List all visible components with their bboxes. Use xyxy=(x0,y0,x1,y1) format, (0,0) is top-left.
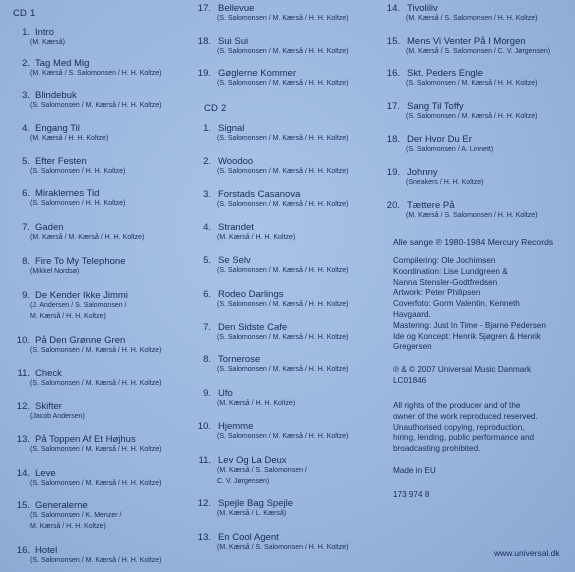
track-title: Efter Festen xyxy=(35,156,87,167)
track-number: 19. xyxy=(197,68,211,79)
track-title: Skifter xyxy=(35,401,62,412)
track-number: 12. xyxy=(16,401,30,412)
credit-line: Gregersen xyxy=(393,342,432,352)
track-title: Se Selv xyxy=(218,255,251,266)
track-credit: (S. Salomonsen / M. Kærså / H. H. Koltze) xyxy=(30,446,162,453)
track-item xyxy=(197,354,382,376)
track-credit: (M. Kærså / L. Kærså) xyxy=(217,510,287,517)
track-number: 6. xyxy=(22,188,30,199)
track-number: 1. xyxy=(22,27,30,38)
track-credit: (S. Salomonsen / K. Menzer / xyxy=(30,512,122,519)
track-title: Miraklernes Tid xyxy=(35,188,100,199)
label-code: LC01846 xyxy=(393,375,427,385)
track-item xyxy=(5,545,195,567)
production-credits xyxy=(393,256,546,353)
track-title: Strandet xyxy=(218,222,254,233)
track-number: 6. xyxy=(203,289,211,300)
track-credit: (S. Salomonsen / M. Kærså / H. H. Koltze) xyxy=(217,366,349,373)
track-credit: (S. Salomonsen / M. Kærså / H. H. Koltze) xyxy=(406,80,538,87)
track-title: Forstads Casanova xyxy=(218,189,301,200)
track-title: Lev Og La Deux xyxy=(218,455,287,466)
track-item xyxy=(386,167,572,189)
rights-line: hiring, lending, public performance and xyxy=(393,433,535,443)
track-item xyxy=(386,101,572,123)
track-credit: (S. Salomonsen / M. Kærså / H. H. Koltze) xyxy=(217,48,349,55)
track-number: 7. xyxy=(22,222,30,233)
track-credit: (M. Kærså / H. H. Koltze) xyxy=(217,234,296,241)
track-title: Tivoliliv xyxy=(407,3,438,14)
track-credit: (M. Kærså / M. Kærså / H. H. Koltze) xyxy=(30,234,145,241)
track-number: 1. xyxy=(203,123,211,134)
track-credit: (S. Salomonsen / M. Kærså / H. H. Koltze) xyxy=(217,267,349,274)
track-item xyxy=(197,123,382,145)
track-credit: (M. Kærså / H. H. Koltze) xyxy=(217,400,296,407)
track-number: 14. xyxy=(386,3,400,14)
track-number: 18. xyxy=(197,36,211,47)
track-title: Den Sidste Cafe xyxy=(218,322,288,333)
track-number: 8. xyxy=(22,256,30,267)
track-title: Sang Til Toffy xyxy=(407,101,464,112)
track-title: Mens Vi Venter På I Morgen xyxy=(407,36,526,47)
track-title: Engang Til xyxy=(35,123,80,134)
track-credit: (S. Salomonsen / H. H. Koltze) xyxy=(30,168,126,175)
track-item xyxy=(5,123,195,145)
track-title: Sui Sui xyxy=(218,36,249,47)
track-item xyxy=(5,27,195,49)
track-item xyxy=(386,134,572,156)
track-item xyxy=(5,90,195,112)
track-number: 11. xyxy=(198,455,211,466)
catalog-number: 173 974 8 xyxy=(393,490,430,499)
track-credit: (S. Salomonsen / A. Linnett) xyxy=(406,146,494,153)
track-credit: (J. Andersen / S. Salomonsen / xyxy=(30,302,127,309)
track-number: 13. xyxy=(16,434,30,445)
track-title: Intro xyxy=(35,27,55,38)
track-credit: (S. Salomonsen / M. Kærså / H. H. Koltze) xyxy=(30,557,162,564)
track-title: De Kender Ikke Jimmi xyxy=(35,290,128,301)
track-item xyxy=(386,200,572,222)
track-item xyxy=(197,255,382,277)
track-item xyxy=(197,532,382,554)
track-number: 8. xyxy=(203,354,211,365)
credit-line: Ide og Koncept: Henrik Sjøgren & Henrik xyxy=(393,331,541,341)
track-item xyxy=(197,3,382,25)
track-title: Bellevue xyxy=(218,3,255,14)
track-item xyxy=(5,58,195,80)
track-item xyxy=(197,289,382,311)
track-credit: (S. Salomonsen / M. Kærså / H. H. Koltze) xyxy=(30,380,162,387)
track-title: Rodeo Darlings xyxy=(218,289,284,300)
rights-line: All rights of the producer and of the xyxy=(393,401,521,410)
rights-line: owner of the work reproduced reserved. xyxy=(393,411,538,421)
track-credit: (S. Salomonsen / M. Kærså / H. H. Koltze) xyxy=(30,102,162,109)
track-number: 11. xyxy=(17,368,30,379)
track-number: 16. xyxy=(386,68,400,79)
track-item xyxy=(5,222,195,244)
track-title: Gaden xyxy=(35,222,64,233)
track-number: 20. xyxy=(386,200,400,211)
track-credit: (M. Kærså / S. Salomonsen / C. V. Jørgensen) xyxy=(406,48,551,55)
track-credit: (S. Salomonsen / M. Kærså / H. H. Koltze) xyxy=(217,301,349,308)
track-number: 4. xyxy=(22,123,30,134)
track-title: Generalerne xyxy=(35,500,88,511)
track-title: En Cool Agent xyxy=(218,532,279,543)
track-item xyxy=(5,368,195,390)
track-item xyxy=(197,322,382,344)
track-title: Tornerose xyxy=(218,354,261,365)
track-number: 18. xyxy=(386,134,400,145)
track-number: 15. xyxy=(16,500,30,511)
track-number: 5. xyxy=(203,255,211,266)
credit-line: Havgaard. xyxy=(393,309,431,319)
track-credit: M. Kærså / H. H. Koltze) xyxy=(30,522,106,530)
track-credit: (M. Kærså / S. Salomonsen / H. H. Koltze) xyxy=(217,544,349,551)
track-title: Check xyxy=(35,368,62,379)
track-title: Tættere På xyxy=(407,200,455,211)
track-item xyxy=(197,189,382,211)
track-credit: (S. Salomonsen / M. Kærså / H. H. Koltze) xyxy=(406,113,538,120)
track-item xyxy=(197,388,382,410)
track-number: 9. xyxy=(22,290,30,301)
track-number: 3. xyxy=(203,189,211,200)
track-credit: (S. Salomonsen / H. H. Koltze) xyxy=(30,200,126,207)
track-item xyxy=(197,156,382,178)
track-title: Johnny xyxy=(407,167,438,178)
track-item xyxy=(5,188,195,210)
track-title: Blindebuk xyxy=(35,90,77,101)
track-title: Hjemme xyxy=(218,421,254,432)
track-number: 3. xyxy=(22,90,30,101)
track-title: Woodoo xyxy=(218,156,254,167)
track-number: 17. xyxy=(197,3,211,14)
rights-notice xyxy=(393,401,538,455)
track-title: På Den Grønne Gren xyxy=(35,335,126,346)
cd2-heading: CD 2 xyxy=(204,103,227,114)
track-item xyxy=(197,222,382,244)
track-number: 15. xyxy=(386,36,400,47)
track-credit: (S. Salomonsen / M. Kærså / H. H. Koltze) xyxy=(30,480,162,487)
track-item xyxy=(5,335,195,357)
track-item xyxy=(386,3,572,25)
track-title: Ufo xyxy=(218,388,233,399)
track-item xyxy=(197,455,382,487)
track-title: Fire To My Telephone xyxy=(35,256,126,267)
track-number: 16. xyxy=(16,545,30,556)
track-title: Hotel xyxy=(35,545,58,556)
track-title: Skt. Peders Engle xyxy=(407,68,484,79)
track-credit: (S. Salomonsen / M. Kærså / H. H. Koltze) xyxy=(217,433,349,440)
track-number: 2. xyxy=(203,156,211,167)
track-number: 10. xyxy=(16,335,30,346)
credit-line: Artwork: Peter Philipsen xyxy=(393,288,481,298)
track-number: 7. xyxy=(203,322,211,333)
track-credit: (M. Kærså / S. Salomonsen / H. H. Koltze) xyxy=(406,15,538,22)
track-item xyxy=(386,68,572,90)
track-number: 13. xyxy=(197,532,211,543)
rights-line: Unauthorised copying, reproduction, xyxy=(393,422,525,432)
track-item xyxy=(5,156,195,178)
track-item xyxy=(386,36,572,58)
credit-line: Koordination: Lise Lundgreen & xyxy=(393,266,508,276)
track-item xyxy=(197,68,382,90)
track-credit: M. Kærså / H. H. Koltze) xyxy=(30,312,106,320)
track-item xyxy=(197,498,382,520)
track-credit: (Sneakers / H. H. Koltze) xyxy=(406,179,484,186)
track-credit: (Jacob Andersen) xyxy=(30,413,85,420)
track-credit: (S. Salomonsen / M. Kærså / H. H. Koltze) xyxy=(217,201,349,208)
track-number: 14. xyxy=(16,468,30,479)
track-title: Spejle Bag Spejle xyxy=(218,498,293,509)
copyright-line: ℗ & © 2007 Universal Music Danmark xyxy=(393,365,532,374)
credit-line: Compilering: Ole Jochimsen xyxy=(393,256,496,265)
track-number: 4. xyxy=(203,222,211,233)
track-title: På Toppen Af Et Højhus xyxy=(35,434,136,445)
track-credit: (M. Kærså / H. H. Koltze) xyxy=(30,135,109,142)
track-title: Gøglerne Kommer xyxy=(218,68,297,79)
track-item xyxy=(5,290,195,322)
track-number: 5. xyxy=(22,156,30,167)
rights-line: broadcasting prohibited. xyxy=(393,444,481,454)
copyright-phonographic: Alle sange ℗ 1980-1984 Mercury Records xyxy=(393,237,554,247)
track-credit: (M. Kærså) xyxy=(30,39,65,46)
track-number: 10. xyxy=(197,421,211,432)
track-credit: (S. Salomonsen / M. Kærså / H. H. Koltze) xyxy=(217,80,349,87)
track-credit: (M. Kærså / S. Salomonsen / xyxy=(217,467,307,474)
track-title: Signal xyxy=(218,123,245,134)
track-credit: (M. Kærså / S. Salomonsen / H. H. Koltze) xyxy=(406,212,538,219)
track-number: 12. xyxy=(197,498,211,509)
track-credit: (Mikkel Nordsø) xyxy=(30,268,80,275)
cd1-heading: CD 1 xyxy=(13,8,36,19)
credit-line: Nanna Stensler-Godtfredsen xyxy=(393,277,498,287)
track-item xyxy=(5,434,195,456)
track-credit: (S. Salomonsen / M. Kærså / H. H. Koltze) xyxy=(217,15,349,22)
credit-line: Mastering: Just In Time - Bjarne Pedersen xyxy=(393,320,546,330)
track-credit: C. V. Jørgensen) xyxy=(217,477,270,485)
track-title: Tag Med Mig xyxy=(35,58,90,69)
track-title: Leve xyxy=(35,468,56,479)
track-item xyxy=(5,401,195,423)
credit-line: Coverfoto: Gorm Valentin, Kenneth xyxy=(393,299,520,309)
track-title: Der Hvor Du Er xyxy=(407,134,472,145)
track-item xyxy=(197,36,382,58)
track-item xyxy=(5,500,195,532)
track-credit: (S. Salomonsen / M. Kærså / H. H. Koltze) xyxy=(217,334,349,341)
track-number: 19. xyxy=(386,167,400,178)
track-credit: (S. Salomonsen / M. Kærså / H. H. Koltze) xyxy=(30,347,162,354)
track-credit: (S. Salomonsen / M. Kærså / H. H. Koltze) xyxy=(217,168,349,175)
track-number: 9. xyxy=(203,388,211,399)
track-credit: (M. Kærså / S. Salomonsen / H. H. Koltze) xyxy=(30,70,162,77)
track-number: 2. xyxy=(22,58,30,69)
track-item xyxy=(5,468,195,490)
track-item xyxy=(5,256,195,278)
made-in: Made in EU xyxy=(393,466,436,475)
website-url: www.universal.dk xyxy=(494,548,560,558)
track-item xyxy=(197,421,382,443)
track-credit: (S. Salomonsen / M. Kærså / H. H. Koltze) xyxy=(217,135,349,142)
label-copyright xyxy=(393,365,531,387)
track-number: 17. xyxy=(386,101,400,112)
